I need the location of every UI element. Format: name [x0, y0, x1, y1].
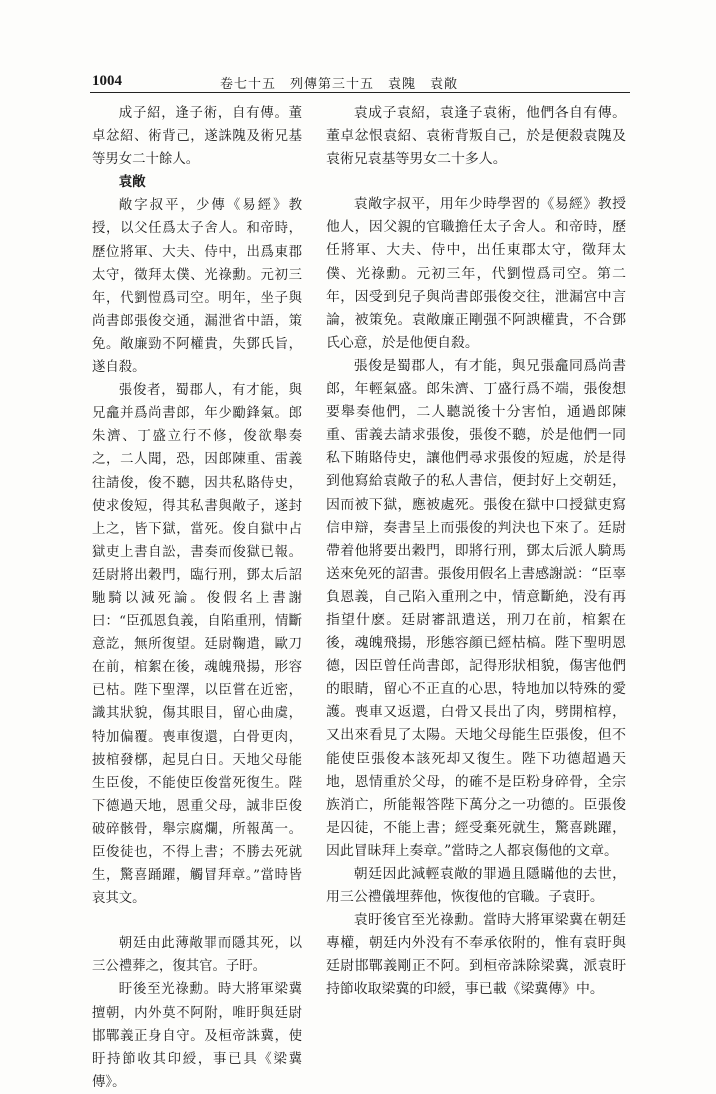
paragraph: 敞字叔平，少傳《易經》教授，以父任爲太子舍人。和帝時，歷位將軍、大夫、侍中，出爲東郡太守，徵拜太僕、光祿勳。元初三年，代劉愷爲司空。明年，坐子與尚書郎張俊交通，漏泄省中語，策免。敞廉勁不阿權貴，失鄧氏旨，遂自殺。 [92, 198, 302, 376]
paragraph: 張俊者，蜀郡人，有才能，與兄龕并爲尚書郎，年少勵鋒氣。郎朱濟、丁盛立行不修，俊欲舉奏之，二人聞，恐，因郎陳重、雷義往請俊，俊不聽，因共私賂侍史，使求俊短，得其私書與敞子，遂封上之，皆下獄，當死。俊自獄中占獄吏上書自訟，書奏而俊獄已報。廷尉將出穀門，臨行刑，鄧太后詔馳騎以減死論。俊假名上書謝曰：“臣孤恩負義，自陷重刑，情斷意訖，無所復望。廷尉鞠遣，歐刀在前，棺絮在後，魂魄飛揚，形容已枯。陛下聖澤，以臣嘗在近密，識其狀貌，傷其眼目，留心曲虞，特加偏覆。喪車復還，白骨更肉，披棺發槨，起見白日。天地父母能生臣俊，不能使臣俊當死復生。陛下德過天地，恩重父母，誠非臣俊破碎骸骨，舉宗腐爛，所報萬一。臣俊徒也，不得上書；不勝去死就生，驚喜踊躍，觸冒拜章。”當時皆哀其文。 [92, 383, 302, 907]
page-header [0, 0, 716, 90]
paragraph: 朝廷由此薄敞罪而隱其死，以三公禮葬之，復其官。子盱。 [92, 936, 302, 975]
paragraph: 袁敞字叔平，用年少時學習的《易經》教授他人，因父親的官職擔任太子舍人。和帝時，歷任將軍、大夫、侍中，出任東郡太守，徵拜太僕、光祿勳。元初三年，代劉愷爲司空。第二年，因受到兒子與尚書郎張俊交往，泄漏宫中言論，被策免。袁敞廉正剛强不阿諛權貴，不合鄧氏心意，於是他便自殺。 [326, 196, 626, 351]
translation-column [326, 102, 626, 1002]
paragraph: 盱後至光祿勳。時大將軍梁冀擅朝，内外莫不阿附，唯盱與廷尉邯鄲義正身自守。及桓帝誅冀，使盱持節收其印綬，事已具《梁冀傳》。 [92, 982, 302, 1090]
paragraph: 袁盱後官至光祿勳。當時大將軍梁冀在朝廷專權，朝廷内外没有不奉承依附的，惟有袁盱與廷尉邯鄲義剛正不阿。到桓帝誅除梁冀，派袁盱持節收取梁冀的印綬，事已載《梁冀傳》中。 [326, 912, 626, 998]
spacer [326, 171, 626, 193]
classical-text-column [92, 102, 302, 1094]
paragraph: 張俊是蜀郡人，有才能，與兄張龕同爲尚書郎，年輕氣盛。郎朱濟、丁盛行爲不端，張俊想要舉奏他們，二人聽説後十分害怕，通過郎陳重、雷義去請求張俊，張俊不聽，於是他們一同私下賄賂侍史，讓他們尋求張俊的短處，於是得到他寫給袁敞子的私人書信，便封好上交朝廷，因而被下獄，應被處死。張俊在獄中口授獄吏寫信申辯，奏書呈上而張俊的判決也下來了。廷尉帶着他將要出穀門，即將行刑，鄧太后派人騎馬送來免死的詔書。張俊用假名上書感謝説：“臣辜負恩義，自己陷入重刑之中，情意斷絶，没有再指望什麽。廷尉審訊遣送，刑刀在前，棺絮在後，魂魄飛揚，形態容顔已經枯槁。陛下聖明恩德，因臣曾任尚書郎，記得形狀相貌，傷害他們的眼睛，留心不正直的心思，特地加以特殊的愛護。喪車又返還，白骨又長出了肉，劈開棺椁，又出來看見了太陽。天地父母能生臣張俊，但不能使臣張俊本該死却又復生。陛下功德超過天地，恩情重於父母，的確不是臣粉身碎骨，全宗族消亡，所能報答陛下萬分之一功德的。臣張俊是囚徒，不能上書；經受棄死就生，驚喜跳躍，因此冒昧拜上奏章。”當時之人都哀傷他的文章。 [326, 357, 626, 859]
paragraph: 朝廷因此減輕袁敞的罪過且隱瞞他的去世，用三公禮儀埋葬他，恢復他的官職。子袁盱。 [326, 866, 626, 906]
running-title: 卷七十五 列傳第三十五 袁隗 袁敞 [220, 77, 459, 92]
paragraph: 袁成子袁紹，袁逢子袁術，他們各自有傳。董卓忿恨袁紹、袁術背叛自己，於是便殺袁隗及袁術兄袁基等男女二十多人。 [326, 105, 626, 168]
header-rule [90, 92, 630, 93]
paragraph: 成子紹，逢子術，自有傳。董卓忿紹、術背己，遂誅隗及術兄基等男女二十餘人。 [92, 106, 302, 168]
spacer [92, 910, 302, 932]
section-heading: 袁敞 [118, 174, 146, 191]
page-number: 1004 [92, 73, 122, 89]
